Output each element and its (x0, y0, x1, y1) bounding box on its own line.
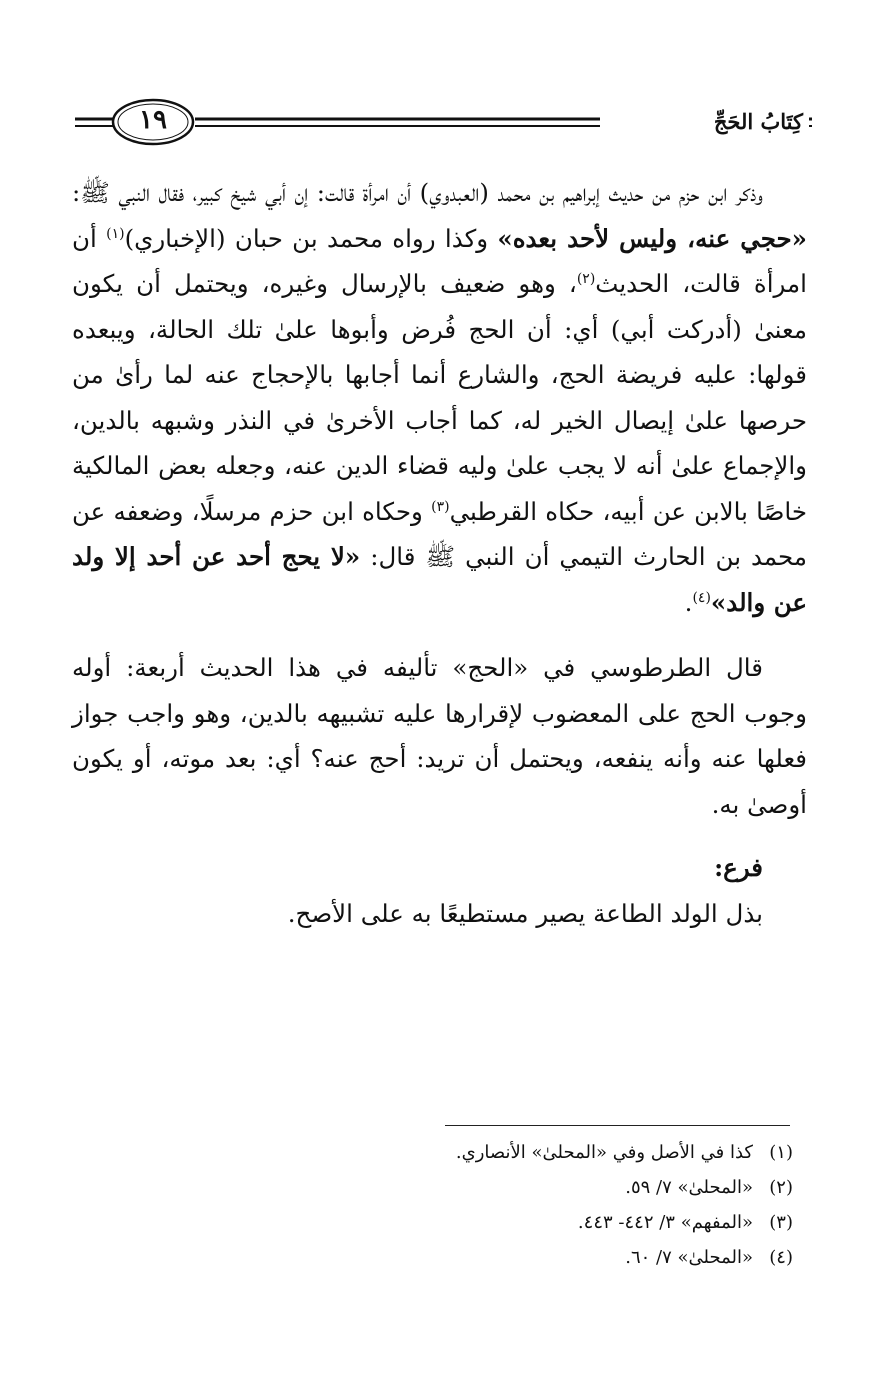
text-run: وكذا رواه محمد بن حبان (الإخباري) (124, 223, 498, 253)
branch-text: بذل الولد الطاعة يصير مستطيعًا به على الأصح. (287, 898, 763, 928)
footnote-ref[interactable]: (١) (106, 225, 125, 242)
footnote-divider (445, 1125, 790, 1126)
footnote-number: (٢) (769, 1177, 793, 1198)
footnote-number: (٤) (769, 1247, 793, 1268)
branch-heading: فرع: (714, 853, 763, 882)
hadith-quote: «لا يحج أحد عن أحد إلا ولد عن والد» (72, 542, 807, 617)
paragraph-1 (72, 170, 807, 625)
branch-section (72, 845, 807, 936)
footnote-4 (233, 1240, 793, 1275)
footnote-number: (٣) (769, 1212, 793, 1233)
footnote-ref[interactable]: (٣) (431, 498, 450, 515)
page-number: ١٩ (139, 105, 167, 135)
footnote-text: «المفهم» ٣/ ٤٤٢- ٤٤٣. (577, 1212, 753, 1233)
text-run: أن امرأة قالت، الحديث (72, 223, 807, 298)
footnote-ref[interactable]: (٤) (692, 589, 711, 606)
footnote-text: «المحلىٰ» ٧/ ٥٩. (625, 1177, 753, 1198)
paragraph-2: قال الطرطوسي في «الحج» تأليفه في هذا الحديث أربعة: أوله وجوب الحج على المعضوب لإقرارها عليه تشبيهه بالدين، وهو واجب جواز فعلها عنه وأنه ينفعه، ويحتمل أن تريد: أحج عنه؟ أي: بعد موته، أو يكون أوصىٰ به. (72, 653, 807, 819)
hadith-quote: «حجي عنه، وليس لأحد بعده» (497, 223, 807, 253)
text-run: ، وهو ضعيف بالإرسال وغيره، ويحتمل أن يكون معنىٰ (أدركت أبي) أي: أن الحج فُرض وأبوها علىٰ تلك الحالة، ويبعده قولها: عليه فريضة الحج، والشارع أنما أجابها بالإحجاج عنه لما رأىٰ من حرصها علىٰ إيصال الخير له، كما أجاب الأخرىٰ في النذر وشبهه بالدين، والإجماع علىٰ أنه لا يجب علىٰ وليه قضاء الدين عنه، وجعله بعض المالكية خاصًا بالابن عن أبيه، حكاه القرطبي (72, 269, 807, 526)
footnote-1 (233, 1135, 793, 1170)
footnotes (233, 1135, 793, 1275)
main-text (72, 170, 807, 936)
footnote-2 (233, 1170, 793, 1205)
footnote-3 (233, 1205, 793, 1240)
footnote-ref[interactable]: (٢) (576, 270, 596, 287)
text-run: وذكر ابن حزم من حديث إبراهيم بن محمد (العبدوي) أن امرأة قالت: إن أبي شيخ كبير، فقال النبي ﷺ: (72, 178, 763, 207)
footnote-number: (١) (769, 1142, 793, 1163)
running-title: كِتَابُ الحَجِّ (708, 109, 809, 134)
text-run: . (684, 587, 693, 617)
footnote-text: «المحلىٰ» ٧/ ٦٠. (625, 1247, 753, 1268)
page-header (0, 95, 879, 155)
footnote-text: كذا في الأصل وفي «المحلىٰ» الأنصاري. (455, 1142, 753, 1163)
text-run: وحكاه ابن حزم مرسلًا، وضعفه عن محمد بن الحارث التيمي أن النبي ﷺ قال: (72, 496, 807, 571)
